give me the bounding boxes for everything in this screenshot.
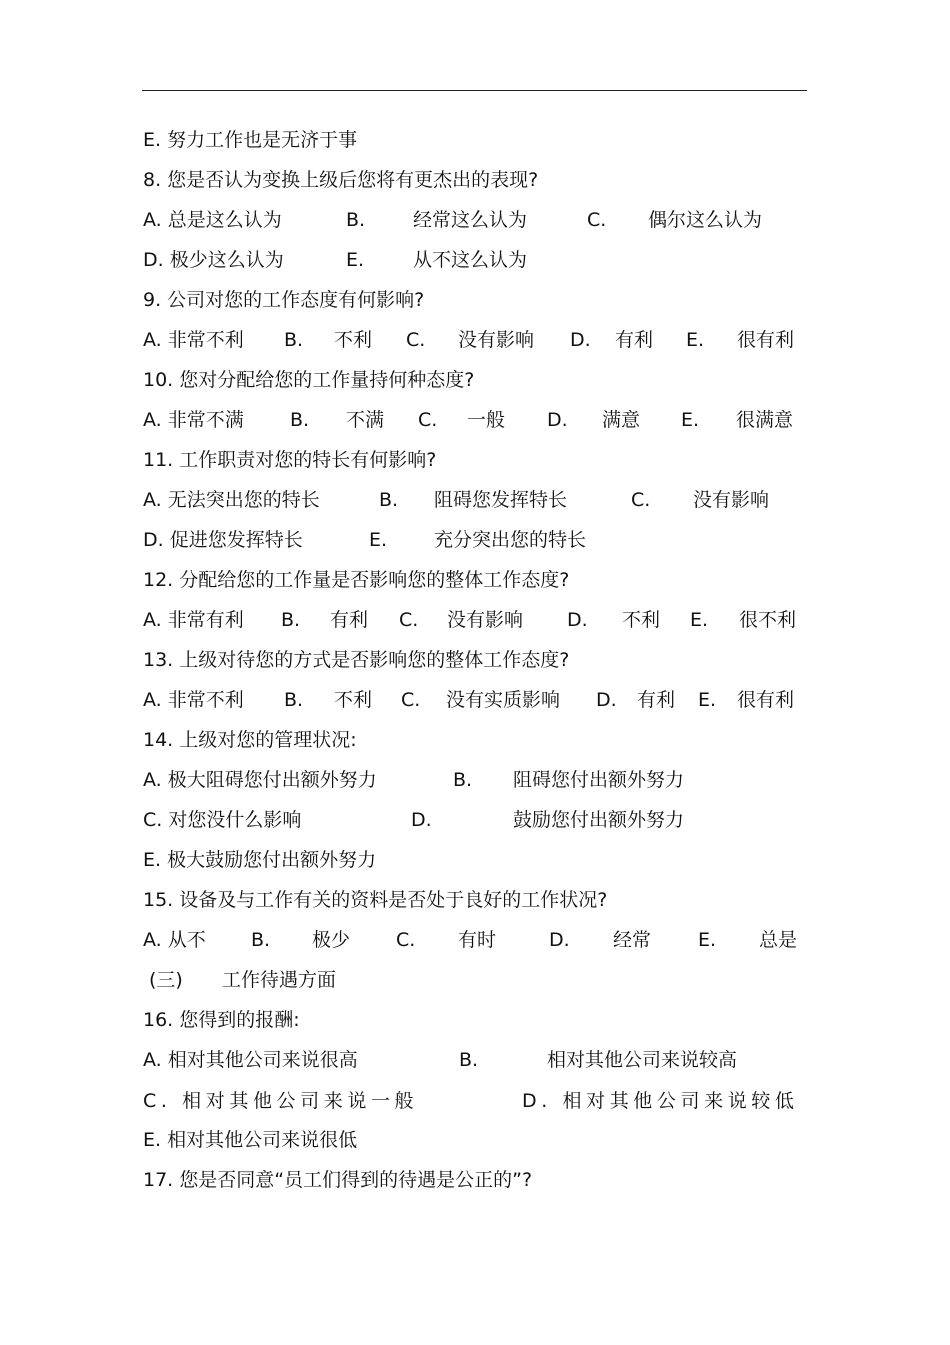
option-c: C. 相对其他公司来说一般 [143, 1090, 419, 1112]
option-a: A. 非常有利 [143, 609, 244, 631]
option-c-letter: C. [401, 689, 421, 711]
option-b-text: 相对其他公司来说较高 [547, 1049, 738, 1071]
section-title: 工作待遇方面 [222, 969, 337, 991]
option-b-text: 有利 [330, 609, 369, 631]
option-b-letter: B. [284, 689, 304, 711]
option-d-text: 有利 [615, 329, 654, 351]
option-e: E. 极大鼓励您付出额外努力 [143, 849, 377, 871]
option-c-text: 没有实质影响 [446, 689, 561, 711]
option-a: A. 相对其他公司来说很高 [143, 1049, 358, 1071]
option-b-text: 阻碍您发挥特长 [434, 489, 568, 511]
option-d: D. 促进您发挥特长 [143, 529, 303, 551]
option-a: A. 极大阻碍您付出额外努力 [143, 769, 377, 791]
option-c-text: 有时 [458, 929, 497, 951]
option-b-letter: B. [251, 929, 271, 951]
option-c-letter: C. [418, 409, 438, 431]
option-d-text: 经常 [613, 929, 652, 951]
question-text: 8. 您是否认为变换上级后您将有更杰出的表现? [143, 169, 539, 191]
option-b-text: 阻碍您付出额外努力 [513, 769, 685, 791]
option-d-text: 有利 [637, 689, 676, 711]
option-c: C. 对您没什么影响 [143, 809, 302, 831]
option-c-text: 没有影响 [458, 329, 535, 351]
option-a: A. 总是这么认为 [143, 209, 282, 231]
question-text: 10. 您对分配给您的工作量持何种态度? [143, 369, 475, 391]
q7-option-e: E. 努力工作也是无济于事 [143, 129, 358, 151]
option-c-letter: C. [406, 329, 426, 351]
option-e-letter: E. [698, 929, 717, 951]
option-b-letter: B. [453, 769, 473, 791]
option-e-text: 从不这么认为 [413, 249, 528, 271]
option-c-text: 没有影响 [693, 489, 770, 511]
option-e-text: 总是 [759, 929, 798, 951]
option-e-text: 很满意 [736, 409, 794, 431]
option-c-letter: C. [631, 489, 651, 511]
option-d: D. 极少这么认为 [143, 249, 284, 271]
question-text: 12. 分配给您的工作量是否影响您的整体工作态度? [143, 569, 570, 591]
option-d-letter: D. [411, 809, 432, 831]
option-d-letter: D. [567, 609, 588, 631]
option-e-text: 很不利 [739, 609, 797, 631]
option-b-text: 经常这么认为 [413, 209, 528, 231]
option-c-letter: C. [587, 209, 607, 231]
question-text: 14. 上级对您的管理状况: [143, 729, 357, 751]
option-c-letter: C. [399, 609, 419, 631]
option-b-letter: B. [346, 209, 366, 231]
option-d-letter: D. [596, 689, 617, 711]
option-a: A. 无法突出您的特长 [143, 489, 320, 511]
section-number: (三) [149, 969, 183, 991]
option-d-letter: D. [547, 409, 568, 431]
question-text: 17. 您是否同意“员工们得到的待遇是公正的”? [143, 1169, 533, 1191]
option-b-letter: B. [281, 609, 301, 631]
option-b-text: 不满 [346, 409, 385, 431]
option-d-text: 满意 [602, 409, 641, 431]
option-d-letter: D. [570, 329, 591, 351]
option-e-letter: E. [690, 609, 709, 631]
option-b-text: 不利 [334, 329, 373, 351]
question-text: 11. 工作职责对您的特长有何影响? [143, 449, 437, 471]
option-a: A. 非常不利 [143, 329, 244, 351]
option-b-letter: B. [290, 409, 310, 431]
question-text: 15. 设备及与工作有关的资料是否处于良好的工作状况? [143, 889, 608, 911]
question-text: 13. 上级对待您的方式是否影响您的整体工作态度? [143, 649, 570, 671]
option-d-text: 鼓励您付出额外努力 [513, 809, 685, 831]
option-c-text: 一般 [467, 409, 506, 431]
option-e-letter: E. [686, 329, 705, 351]
option-e: E. 相对其他公司来说很低 [143, 1129, 358, 1151]
option-d-letter: D. [549, 929, 570, 951]
option-e-letter: E. [346, 249, 365, 271]
option-e-text: 很有利 [737, 689, 795, 711]
option-e-letter: E. [698, 689, 717, 711]
option-b-letter: B. [459, 1049, 479, 1071]
option-c-text: 没有影响 [447, 609, 524, 631]
option-d: D. 相对其他公司来说较低 [522, 1090, 799, 1112]
option-e-text: 充分突出您的特长 [434, 529, 587, 551]
option-b-text: 极少 [312, 929, 351, 951]
option-d-text: 不利 [622, 609, 661, 631]
option-e-letter: E. [369, 529, 388, 551]
option-b-letter: B. [284, 329, 304, 351]
option-a: A. 从不 [143, 929, 206, 951]
option-a: A. 非常不利 [143, 689, 244, 711]
option-c-letter: C. [396, 929, 416, 951]
option-b-letter: B. [379, 489, 399, 511]
header-rule [142, 90, 807, 91]
option-c-text: 偶尔这么认为 [648, 209, 763, 231]
option-b-text: 不利 [334, 689, 373, 711]
question-text: 16. 您得到的报酬: [143, 1009, 300, 1031]
option-e-letter: E. [681, 409, 700, 431]
question-text: 9. 公司对您的工作态度有何影响? [143, 289, 425, 311]
option-e-text: 很有利 [737, 329, 795, 351]
option-a: A. 非常不满 [143, 409, 244, 431]
